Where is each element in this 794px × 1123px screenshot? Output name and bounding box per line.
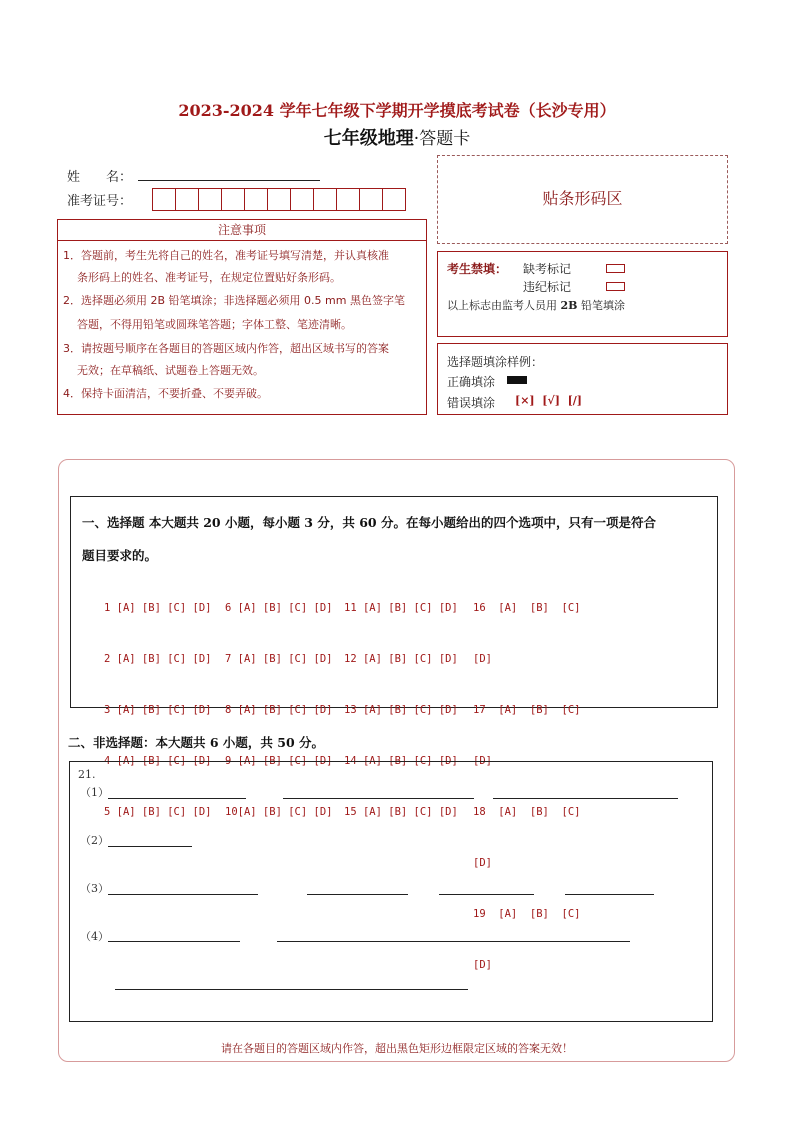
answer-line[interactable] xyxy=(277,941,630,942)
question-21-box xyxy=(69,761,713,1022)
choice-section-heading xyxy=(82,506,712,572)
id-digit-box[interactable] xyxy=(336,188,360,211)
answer-line[interactable] xyxy=(108,894,258,895)
choice-heading-line: 一、选择题 本大题共 20 小题，每小题 3 分，共 60 分。在每小题给出的四个选项中，只有一项是符合 xyxy=(82,515,656,530)
choice-row[interactable]: 8 [A] [B] [C] [D] xyxy=(225,704,333,716)
violation-mark-box[interactable] xyxy=(606,282,625,291)
id-digit-box[interactable] xyxy=(175,188,199,211)
answer-line[interactable] xyxy=(439,894,534,895)
id-number-boxes[interactable] xyxy=(152,188,405,211)
choice-row[interactable]: 12 [A] [B] [C] [D] xyxy=(344,653,458,665)
part-4-label: （4） xyxy=(80,930,109,943)
id-digit-box[interactable] xyxy=(267,188,291,211)
card-title-subject: 七年级地理 xyxy=(323,128,414,149)
note-line: 4．保持卡面清洁，不要折叠、不要弄破。 xyxy=(63,387,268,400)
note-line: 2．选择题必须用 2B 铅笔填涂；非选择题必须用 0.5 mm 黑色签字笔 xyxy=(63,294,405,307)
choice-row[interactable]: 16 [A] [B] [C] xyxy=(473,602,581,614)
choice-row[interactable]: 14 [A] [B] [C] [D] xyxy=(344,755,458,767)
choice-row[interactable]: 9 [A] [B] [C] [D] xyxy=(225,755,333,767)
choice-row[interactable]: [D] xyxy=(473,653,492,665)
choice-row[interactable]: 19 [A] [B] [C] xyxy=(473,908,581,920)
id-digit-box[interactable] xyxy=(152,188,176,211)
choice-row[interactable]: 2 [A] [B] [C] [D] xyxy=(104,653,212,665)
card-title-suffix: ·答题卡 xyxy=(413,129,471,149)
answer-line[interactable] xyxy=(283,798,474,799)
choice-row[interactable]: [D] xyxy=(473,755,492,767)
ban-note-pre: 以上标志由监考人员用 xyxy=(447,299,561,312)
answer-line[interactable] xyxy=(307,894,408,895)
choice-row[interactable]: 4 [A] [B] [C] [D] xyxy=(104,755,212,767)
notes-title: 注意事项 xyxy=(57,219,427,241)
answer-line[interactable] xyxy=(115,989,468,990)
choice-row[interactable]: 1 [A] [B] [C] [D] xyxy=(104,602,212,614)
correct-fill-mark xyxy=(507,376,527,384)
exam-title: 2023-2024 学年七年级下学期开学摸底考试卷（长沙专用） xyxy=(178,101,616,120)
card-title xyxy=(0,124,794,150)
footer-warning: 请在各题目的答题区域内作答，超出黑色矩形边框限定区域的答案无效！ xyxy=(221,1042,573,1055)
id-digit-box[interactable] xyxy=(221,188,245,211)
choice-row[interactable]: 10[A] [B] [C] [D] xyxy=(225,806,333,818)
id-digit-box[interactable] xyxy=(382,188,406,211)
choice-heading-line: 题目要求的。 xyxy=(82,548,158,563)
answer-line[interactable] xyxy=(108,941,240,942)
ban-note xyxy=(447,297,625,313)
non-choice-heading: 二、非选择题：本大题共 6 小题，共 50 分。 xyxy=(68,735,325,750)
note-line: 3．请按题号顺序在各题目的答题区域内作答，超出区域书写的答案 xyxy=(63,342,389,355)
ban-title: 考生禁填： xyxy=(447,262,508,276)
answer-line[interactable] xyxy=(108,846,192,847)
name-label: 姓 名： xyxy=(67,170,133,185)
part-1-label: （1） xyxy=(80,786,109,799)
id-digit-box[interactable] xyxy=(290,188,314,211)
part-2-label: （2） xyxy=(80,834,109,847)
choice-row[interactable]: 13 [A] [B] [C] [D] xyxy=(344,704,458,716)
choice-row[interactable]: 18 [A] [B] [C] xyxy=(473,806,581,818)
absent-mark-box[interactable] xyxy=(606,264,625,273)
choice-row[interactable]: [D] xyxy=(473,857,492,869)
choice-row[interactable]: 15 [A] [B] [C] [D] xyxy=(344,806,458,818)
choice-row[interactable]: [D] xyxy=(473,959,492,971)
note-line: 1．答题前，考生先将自己的姓名，准考证号填写清楚，并认真核准 xyxy=(63,249,389,262)
choice-row[interactable]: 3 [A] [B] [C] [D] xyxy=(104,704,212,716)
wrong-fill-marks: [×] [√] [/] xyxy=(515,394,583,407)
answer-line[interactable] xyxy=(565,894,654,895)
question-number: 21. xyxy=(78,768,96,781)
choice-row[interactable]: 17 [A] [B] [C] xyxy=(473,704,581,716)
choice-row[interactable]: 5 [A] [B] [C] [D] xyxy=(104,806,212,818)
id-digit-box[interactable] xyxy=(313,188,337,211)
name-field[interactable] xyxy=(138,180,320,181)
correct-fill-label: 正确填涂 xyxy=(447,375,496,389)
ban-note-pencil: 2B xyxy=(560,299,578,312)
answer-line[interactable] xyxy=(108,798,246,799)
barcode-area: 贴条形码区 xyxy=(437,155,728,244)
ban-note-post: 铅笔填涂 xyxy=(577,299,625,312)
sample-title: 选择题填涂样例： xyxy=(447,355,544,369)
choice-row[interactable]: 6 [A] [B] [C] [D] xyxy=(225,602,333,614)
id-label: 准考证号： xyxy=(67,194,133,209)
part-3-label: （3） xyxy=(80,882,109,895)
note-line: 无效；在草稿纸、试题卷上答题无效。 xyxy=(77,364,264,377)
id-digit-box[interactable] xyxy=(198,188,222,211)
id-digit-box[interactable] xyxy=(244,188,268,211)
violation-label: 违纪标记 xyxy=(523,280,572,294)
absent-label: 缺考标记 xyxy=(523,262,572,276)
answer-line[interactable] xyxy=(493,798,678,799)
choice-row[interactable]: 7 [A] [B] [C] [D] xyxy=(225,653,333,665)
choice-row[interactable]: 11 [A] [B] [C] [D] xyxy=(344,602,458,614)
wrong-fill-label: 错误填涂 xyxy=(447,396,496,410)
note-line: 答题，不得用铅笔或圆珠笔答题；字体工整、笔迹清晰。 xyxy=(77,318,352,331)
id-digit-box[interactable] xyxy=(359,188,383,211)
note-line: 条形码上的姓名、准考证号，在规定位置贴好条形码。 xyxy=(77,271,341,284)
